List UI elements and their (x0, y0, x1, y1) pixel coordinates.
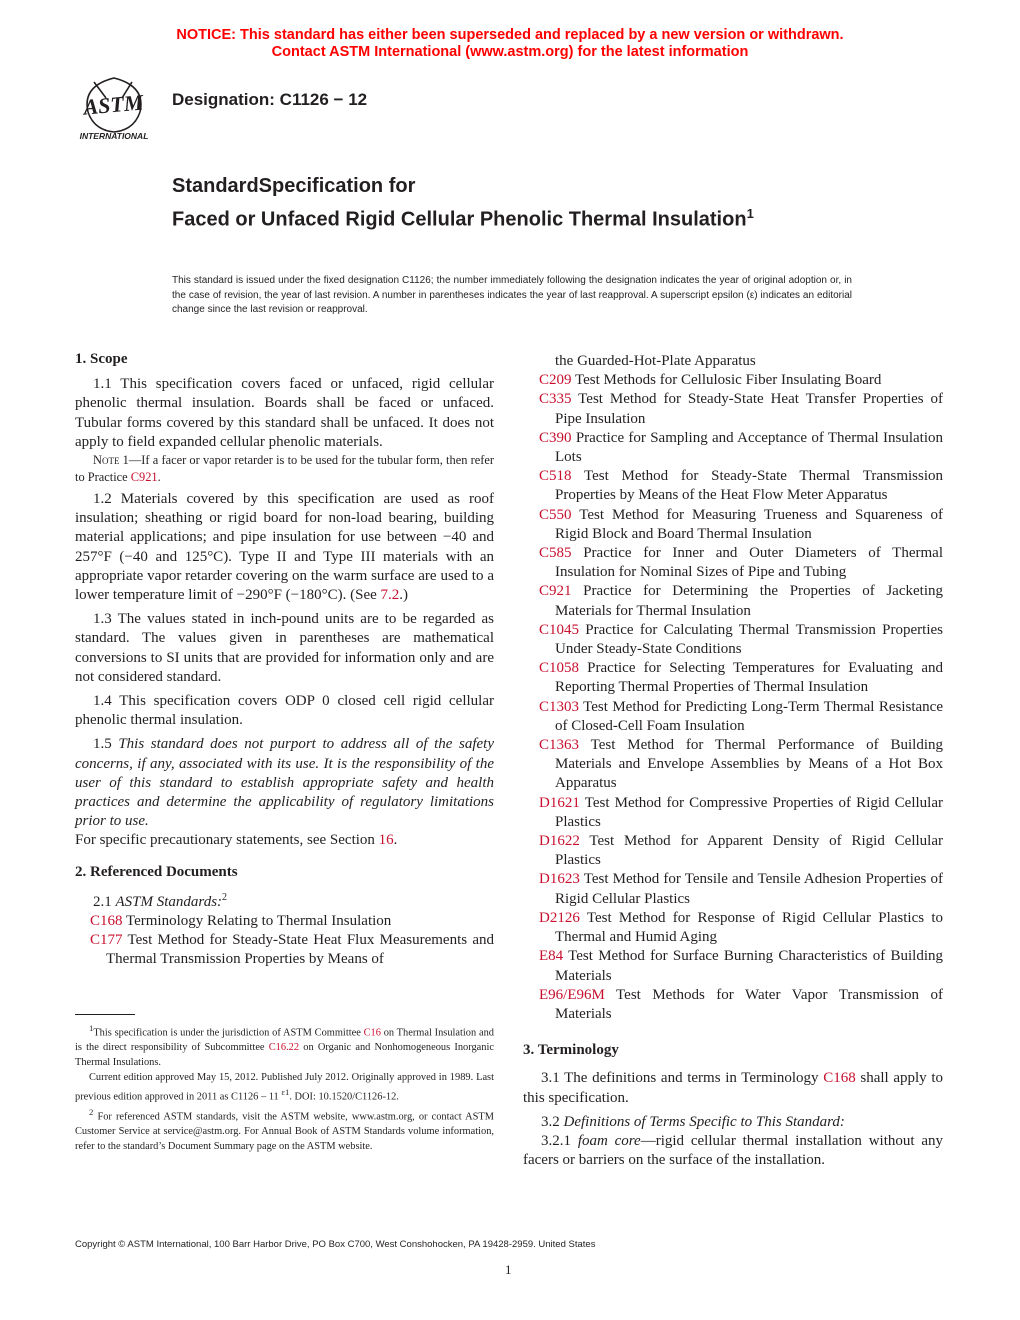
reference-item (523, 986, 943, 1024)
reference-item (523, 947, 943, 985)
right-column (523, 352, 943, 1170)
footnote-1-text-d: Current edition approved May 15, 2012. Published July 2012. Originally approved in 1989. Last previous edition approved in 2011 as C1126 – 11 (75, 1072, 494, 1103)
reference-item (523, 832, 943, 870)
para-3-1-end: shall apply to this specification. (523, 1070, 944, 1106)
reference-title: Test Method for Measuring Trueness and Squareness of Rigid Block and Board Thermal Insulation (555, 506, 943, 542)
reference-title: Test Methods for Water Vapor Transmission of Materials (555, 986, 943, 1022)
footnotes (75, 1021, 494, 1154)
reference-title: Test Method for Steady-State Heat Flux Measurements and Thermal Transmission Properties by Means of (106, 932, 494, 968)
para-1-5-text: This standard does not purport to address all of the safety concerns, if any, associated with its use. It is the responsibility of the user of this standard to establish appropriate safety and health practices and determine the applicability of regulatory limitations prior to use. (75, 736, 495, 830)
reference-item (523, 736, 943, 794)
reference-item (523, 371, 943, 390)
section-3-heading: 3. Terminology (523, 1042, 619, 1059)
reference-title: Test Method for Thermal Performance of Building Materials and Envelope Assemblies by Means of a Hot Box Apparatus (555, 737, 943, 792)
reference-title: Practice for Selecting Temperatures for Evaluating and Reporting Thermal Properties of Thermal Insulation (555, 660, 943, 696)
reference-title: Practice for Inner and Outer Diameters of Thermal Insulation for Nominal Sizes of Pipe and Tubing (555, 545, 943, 581)
reference-code-link[interactable]: C209 (539, 372, 572, 389)
note-label: Note 1 (93, 453, 129, 468)
reference-title: Test Method for Steady-State Heat Transfer Properties of Pipe Insulation (555, 391, 943, 427)
notice-line-1: NOTICE: This standard has either been superseded and replaced by a new version or withdrawn. (176, 27, 844, 43)
link-7-2[interactable]: 7.2 (380, 587, 400, 604)
reference-code-link[interactable]: C921 (539, 583, 572, 600)
para-3-2-1-text: —rigid cellular thermal installation without any facers or barriers on the surface of the installation. (523, 1132, 944, 1169)
reference-item (523, 794, 943, 832)
reference-title: Practice for Sampling and Acceptance of Thermal Insulation Lots (555, 429, 943, 466)
logo-subtext: INTERNATIONAL (79, 131, 149, 141)
right-reference-list (523, 371, 943, 1024)
para-2-1 (75, 888, 494, 912)
issued-note: This standard is issued under the fixed designation C1126; the number immediately following the designation indicates the year of original adoption or, in the case of revision, the year of last revision. A number in parentheses indicates the year of last reapproval. A superscript epsilon (ε) indicates an editorial change since the last revision or reapproval. (172, 275, 852, 315)
reference-code-link[interactable]: C177 (90, 932, 123, 949)
withdrawal-notice (0, 27, 1020, 61)
link-c921[interactable]: C921 (130, 470, 158, 485)
reference-code-link[interactable]: E84 (539, 948, 564, 965)
reference-code-link[interactable]: D1622 (539, 833, 580, 850)
para-1-2-text: 1.2 Materials covered by this specification are used as roof insulation; sheathing or rigid board for non-load bearing, building material applications; and pipe insulation for use between −40 and 257°F (−40 and 125°C). Type II and Type III materials with an appropriate vapor retarder covering on the warm surface are used to a lower temperature limit of −290°F (−180°C). (See (75, 491, 494, 604)
para-1-2-end: .) (399, 587, 409, 604)
reference-code-link[interactable]: C1045 (539, 621, 580, 638)
reference-item (523, 659, 943, 697)
para-3-2 (523, 1113, 943, 1132)
reference-item (75, 912, 494, 931)
note-text: —If a facer or vapor retarder is to be used for the tubular form, then refer to Practice (75, 453, 494, 485)
para-1-3: 1.3 The values stated in inch-pound units are to be regarded as standard. The values given in parentheses are mathematical conversions to SI units that are provided for information only and are not considered standard. (75, 611, 494, 685)
para-3-2-1-num: 3.2.1 (541, 1132, 578, 1149)
para-1-5-b (75, 831, 494, 850)
reference-item (523, 506, 943, 544)
para-1-5-num: 1.5 (93, 736, 119, 753)
para-1-5-b-end: . (393, 832, 398, 849)
footnote-1 (75, 1021, 494, 1070)
title-footnote-mark: 1 (746, 206, 754, 221)
footnote-2-mark: 2 (89, 1106, 94, 1117)
term-foam-core: foam core (577, 1132, 641, 1149)
para-2-1-mark: 2 (222, 891, 228, 903)
reference-title: Test Method for Response of Rigid Cellular Plastics to Thermal and Humid Aging (555, 909, 943, 946)
reference-title: Practice for Calculating Thermal Transmission Properties Under Steady-State Conditions (555, 621, 943, 658)
reference-item (523, 582, 943, 620)
para-2-1-num: 2.1 (93, 893, 116, 910)
reference-code-link[interactable]: D1621 (539, 794, 580, 811)
para-3-2-num: 3.2 (541, 1113, 564, 1130)
reference-code-link[interactable]: C1363 (539, 737, 580, 754)
section-1-heading: 1. Scope (75, 351, 128, 367)
reference-item (523, 870, 943, 908)
reference-item (75, 931, 494, 969)
reference-item (523, 467, 943, 505)
logo-lettering: ASTM (82, 89, 145, 120)
reference-code-link[interactable]: D1623 (539, 871, 580, 888)
reference-title: Test Method for Predicting Long-Term Thermal Resistance of Closed-Cell Foam Insulation (555, 698, 943, 734)
page-number: 1 (505, 1262, 512, 1277)
footnote-1-edition (75, 1070, 494, 1104)
reference-item (523, 698, 943, 736)
notice-line-2: Contact ASTM International (www.astm.org) for the latest information (271, 44, 749, 60)
reference-code-link[interactable]: C518 (539, 468, 572, 485)
footnote-1-text-e: . DOI: 10.1520/C1126-12. (289, 1091, 399, 1103)
reference-title: Test Method for Steady-State Thermal Transmission Properties by Means of the Heat Flow Meter Apparatus (555, 468, 943, 504)
left-column (75, 350, 494, 970)
reference-title: Test Method for Tensile and Tensile Adhesion Properties of Rigid Cellular Plastics (555, 871, 943, 907)
reference-title: Test Methods for Cellulosic Fiber Insulating Board (571, 372, 882, 389)
footnote-1-text-c: on Organic and Nonhomogeneous Inorganic Thermal Insulations. (75, 1042, 494, 1069)
copyright-line: Copyright © ASTM International, 100 Barr Harbor Drive, PO Box C700, West Conshohocken, PA 19428-2959. United States (75, 1239, 596, 1250)
para-2-1-text: ASTM Standards: (115, 893, 223, 910)
reference-item (523, 544, 943, 582)
footnote-2 (75, 1105, 494, 1154)
designation: Designation: C1126 − 12 (172, 90, 368, 109)
link-c16[interactable]: C16 (363, 1027, 381, 1039)
footnote-1-text-a: This specification is under the jurisdiction of ASTM Committee (93, 1027, 364, 1039)
note-1 (75, 452, 494, 486)
title-line-1: StandardSpecification for (172, 175, 416, 197)
reference-title: Practice for Determining the Properties of Jacketing Materials for Thermal Insulation (555, 583, 943, 619)
reference-code-link[interactable]: C168 (90, 913, 123, 930)
reference-item (523, 909, 943, 947)
reference-code-link[interactable]: C585 (539, 545, 572, 562)
para-1-5-b-text: For specific precautionary statements, see Section (75, 832, 379, 849)
para-1-5 (75, 735, 494, 831)
reference-item (523, 429, 943, 467)
reference-code-link[interactable]: C550 (539, 506, 572, 523)
reference-title: Test Method for Surface Burning Characteristics of Building Materials (555, 948, 943, 984)
para-1-4: 1.4 This specification covers ODP 0 closed cell rigid cellular phenolic thermal insulation. (75, 693, 494, 729)
footnote-2-text: For referenced ASTM standards, visit the ASTM website, www.astm.org, or contact ASTM Customer Service at service@astm.org. For Annual Book of ASTM Standards volume information, refer to the standard’s Document Summary page on the ASTM website. (75, 1111, 494, 1153)
reference-title: Test Method for Compressive Properties of Rigid Cellular Plastics (555, 794, 943, 830)
astm-logo (74, 72, 162, 142)
footnote-rule (75, 1014, 135, 1015)
reference-code-link[interactable]: C1303 (539, 698, 580, 715)
link-c168-terminology[interactable]: C168 (823, 1070, 856, 1087)
footnote-1-epsilon: ε1 (281, 1087, 290, 1098)
footnote-1-text-b: on Thermal Insulation and is the direct responsibility of Subcommittee (75, 1027, 494, 1054)
footnote-1-mark: 1 (89, 1023, 94, 1033)
reference-item (523, 390, 943, 428)
link-c16-22[interactable]: C16.22 (268, 1042, 300, 1054)
reference-code-link[interactable]: C390 (539, 429, 572, 446)
note-end: . (157, 470, 161, 485)
para-1-2 (75, 490, 494, 605)
title-line-2: Faced or Unfaced Rigid Cellular Phenolic Thermal Insulation (172, 208, 747, 231)
para-3-1-text: 3.1 The definitions and terms in Terminology (541, 1070, 824, 1087)
reference-code-link[interactable]: C1058 (539, 660, 580, 677)
reference-code-link[interactable]: E96/E96M (539, 986, 605, 1003)
reference-code-link[interactable]: C335 (539, 391, 572, 408)
left-reference-list (75, 912, 494, 970)
section-2-heading: 2. Referenced Documents (75, 863, 238, 880)
document-title (172, 200, 792, 234)
reference-item (523, 621, 943, 659)
reference-code-link[interactable]: D2126 (539, 909, 580, 926)
reference-title: Test Method for Apparent Density of Rigid Cellular Plastics (555, 833, 943, 869)
para-3-2-1 (523, 1132, 943, 1170)
link-section-16[interactable]: 16 (378, 832, 394, 849)
para-3-1 (523, 1069, 943, 1107)
para-3-2-text: Definitions of Terms Specific to This Standard: (563, 1113, 845, 1130)
ref-c177-continued: the Guarded-Hot-Plate Apparatus (555, 353, 756, 369)
reference-title: Terminology Relating to Thermal Insulation (122, 913, 392, 930)
para-1-1: 1.1 This specification covers faced or unfaced, rigid cellular phenolic thermal insulation. Boards shall be faced or unfaced. Tubular forms covered by this standard shall be unfaced. It does not apply to field expanded cellular phenolic materials. (75, 376, 494, 450)
